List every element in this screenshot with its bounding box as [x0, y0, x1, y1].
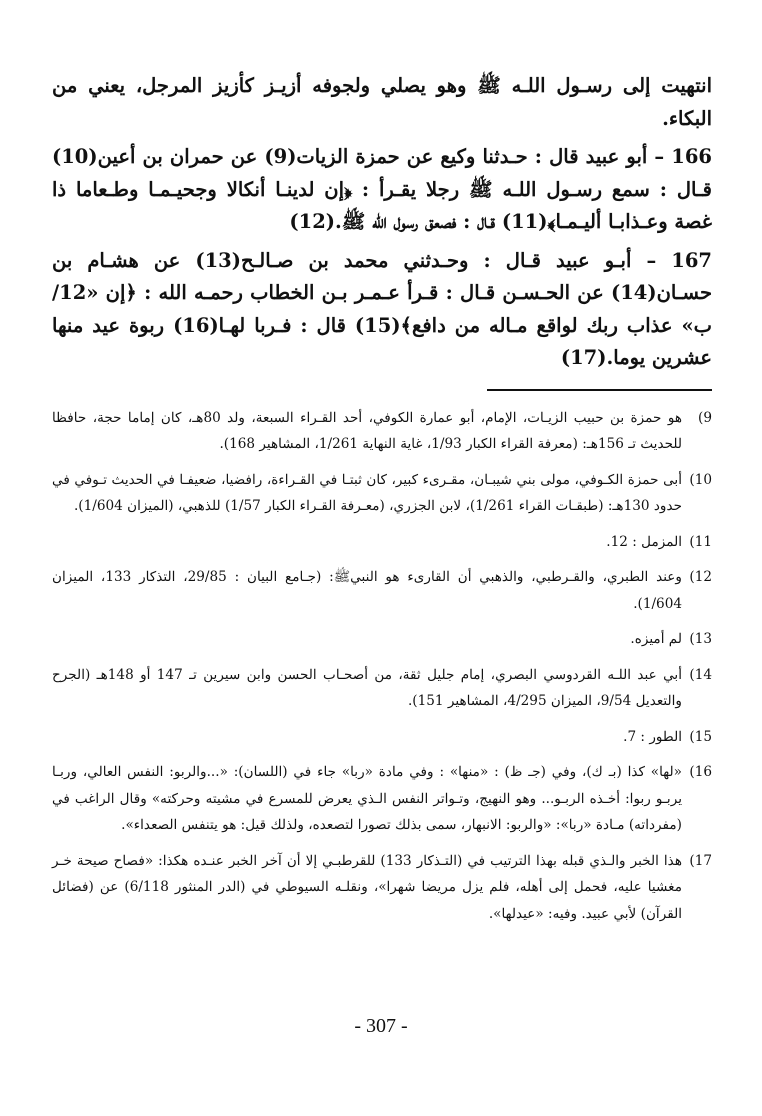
footnote-text: هذا الخبر والـذي قبله بهذا الترتيب في (التـذكار 133) للقرطبـي إلا أن آخر الخبر عنـده هكذا: «فصاح صيحة خـر مغشيا عليه، فحمل إلى أهله، فلم يزل مريضا شهرا»، ونقلـه السيوطي في (الدر المنثور 6/118) عن (فضائل القرآن) لأبي عبيد. وفيه: «عيدلها».: [52, 852, 682, 922]
page-number: - 307 -: [354, 1015, 408, 1037]
footnote-number: 14): [689, 666, 712, 683]
main-text: [52, 70, 712, 375]
footnote-text: المزمل : 12.: [606, 533, 682, 550]
footnote-item: [52, 626, 712, 653]
footnote-text: هو حمزة بن حبيب الزيـات، الإمام، أبو عمارة الكوفي، أحد القـراء السبعة، ولد 80هـ، كان إماما حجة، حافظا للحديث تـ 156هـ: (معرفة القراء الكبار 1/93، غاية النهاية 1/261، المشاهير 168).: [52, 409, 683, 452]
footnote-text: «لها» كذا (بـ ك)، وفي (جـ ظ) : «منها» : وفي مادة «ربا» جاء في (اللسان): «...والربو: النفس العالي، وربـا يربـو ربوا: أخـذه الربـو... وهو النهيج، وتـواتر النفس الـذي يعرض للمسرع في مشيته وحركته» وقال الراغب في (مفرداته) مـادة «ربا»: «والربو: الانبهار، سمى بذلك تصورا لتصعده، ولذلك قيل: هو يتنفس الصعداء».: [52, 764, 682, 833]
footnote-item: [52, 662, 712, 715]
main-paragraph: انتهيت إلى رسـول اللـه ﷺ وهو يصلي ولجوفه أزيـز كأزيز المرجل، يعني من البكاء.: [52, 74, 712, 130]
footnote-number: 9): [698, 409, 712, 426]
footnote-item: [52, 405, 712, 458]
footnote-number: 11): [689, 533, 712, 550]
main-paragraph: 167 – أبـو عبيد قـال : وحـدثني محمد بن صـالـح(13) عن هشـام بن حسـان(14) عن الحـسـن قـال : قـرأ عـمـر بـن الخطاب رحمـه الله : ﴿إن «12/ب» عذاب ربك لواقع مـاله من دافع﴾(15) قال : فـربا لهـا(16) ربوة عيد منها عشرين يوما.(17): [52, 248, 712, 369]
footnote-number: 15): [689, 728, 712, 745]
footnote-number: 13): [689, 631, 712, 647]
footnote-number: 17): [689, 852, 712, 869]
footnote-text: وعند الطبري، والقـرطبي، والذهبي أن القارىء هو النبيﷺ: (جـامع البيان : 29/85، التذكار 133، الميزان 1/604).: [52, 569, 682, 612]
footnote-text: الطور : 7.: [623, 728, 682, 745]
footnotes: [52, 405, 712, 928]
footnote-text: أبي عبد اللـه القردوسي البصري، إمام جليل ثقة، من أصحـاب الحسن وابن سيرين تـ 147 أو 148هـ (الجرح والتعديل 9/54، الميزان 4/295، المشاهير 151).: [52, 666, 682, 709]
footnote-item: [52, 848, 712, 928]
footnote-item: [52, 564, 712, 617]
footnote-item: [52, 759, 712, 839]
footnote-number: 10): [689, 471, 712, 488]
main-paragraph: 166 – أبو عبيد قال : حـدثنا وكيع عن حمزة الزيات(9) عن حمران بن أعين(10) قـال : سمع رسـول اللـه ﷺ رجلا يقـرأ : ﴿إن لدينـا أنكالا وجحيـمـا وطـعاما ذا غصة وعـذابـا أليـمـا﴾(11) قـال : فصعق رسول الله ﷺ.(12): [52, 145, 713, 233]
footnote-item: [52, 529, 712, 556]
footnote-number: 12): [689, 569, 712, 585]
footnote-text: أبى حمزة الكـوفي، مولى بني شيبـان، مقـرىء كبير، كان ثبتـا في القـراءة، رافضيا، ضعيفـا في الحديث تـوفي في حدود 130هـ: (طبقـات القراء 1/261)، لابن الجزري، (معـرفة القـراء الكبار 1/57) للذهبي، (الميزان 1/604).: [52, 471, 682, 514]
footnote-separator: [487, 389, 712, 391]
footnote-item: [52, 467, 712, 520]
footnote-number: 16): [689, 764, 712, 780]
book-page: [52, 70, 712, 936]
footnote-text: لم أميزه.: [630, 631, 682, 647]
footnote-item: [52, 724, 712, 751]
